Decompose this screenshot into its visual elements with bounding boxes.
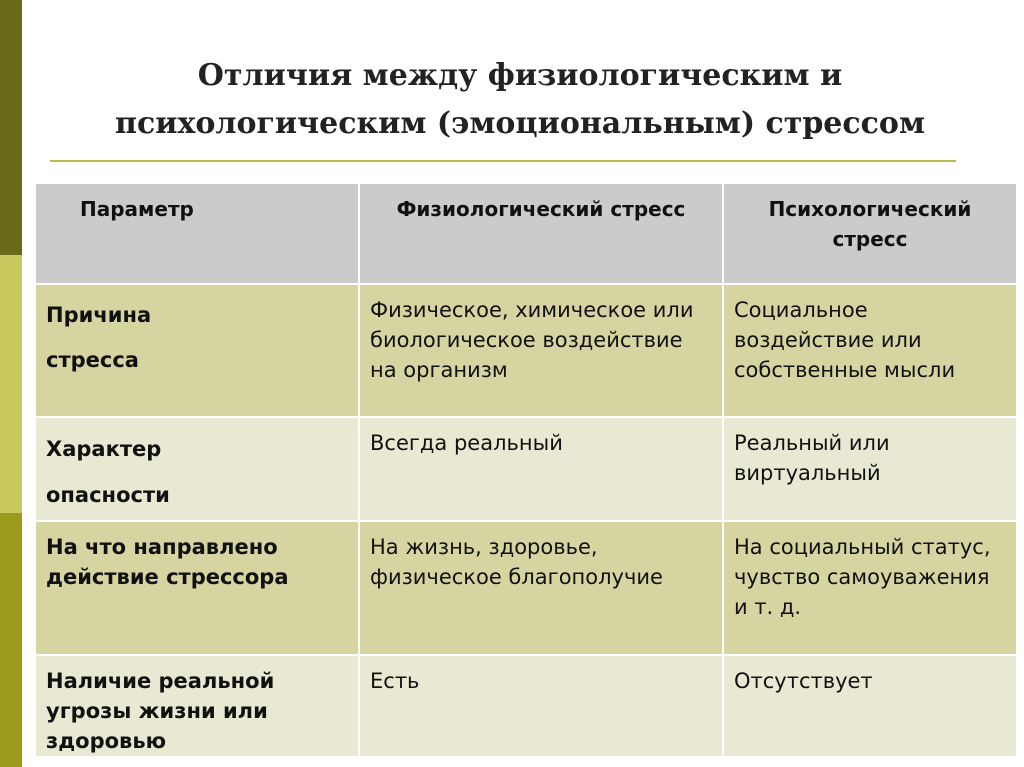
side-accent-bar-top	[0, 0, 22, 255]
slide-title	[40, 52, 1000, 148]
slide-title-line-1: Отличия между физиологическим и	[197, 58, 843, 93]
row-parameter-danger	[35, 417, 359, 521]
header-psychological: Психологический стресс	[723, 183, 1017, 284]
row-parameter-cause	[35, 284, 359, 417]
parameter-line: опасности	[46, 483, 170, 507]
table-row	[35, 655, 1017, 757]
cell-psychological: Реальный или виртуальный	[723, 417, 1017, 521]
table-header-row	[35, 183, 1017, 284]
parameter-line: стресса	[46, 348, 139, 372]
slide-title-line-2: психологическим (эмоциональным) стрессом	[114, 106, 925, 141]
row-parameter-threat: Наличие реальной угрозы жизни или здоровью	[35, 655, 359, 757]
parameter-line: Характер	[46, 437, 162, 461]
table-row	[35, 417, 1017, 521]
cell-physiological: Физическое, химическое или биологическое воздействие на организм	[359, 284, 723, 417]
table-row	[35, 284, 1017, 417]
cell-psychological: На социальный статус, чувство самоуважения и т. д.	[723, 521, 1017, 655]
cell-psychological: Социальное воздействие или собственные мысли	[723, 284, 1017, 417]
header-parameter: Параметр	[35, 183, 359, 284]
comparison-table	[34, 182, 1018, 758]
cell-physiological: Есть	[359, 655, 723, 757]
header-physiological: Физиологический стресс	[359, 183, 723, 284]
cell-physiological: Всегда реальный	[359, 417, 723, 521]
title-divider	[50, 160, 956, 162]
side-accent-bar-bottom	[0, 513, 22, 767]
parameter-line: Причина	[46, 303, 152, 327]
table-row	[35, 521, 1017, 655]
side-accent-bar-middle	[0, 255, 22, 513]
cell-psychological: Отсутствует	[723, 655, 1017, 757]
row-parameter-target: На что направлено действие стрессора	[35, 521, 359, 655]
cell-physiological: На жизнь, здоровье, физическое благополучие	[359, 521, 723, 655]
